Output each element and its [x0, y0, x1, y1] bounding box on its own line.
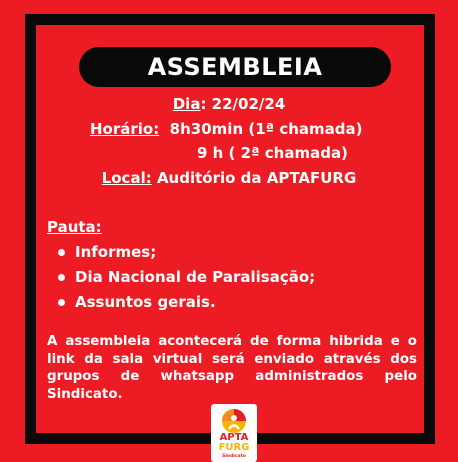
logo-text-furg: FURG [218, 442, 250, 453]
bullet-icon [58, 299, 65, 306]
time-label: Horário: [90, 120, 160, 138]
location-line [0, 169, 458, 187]
location-value: Auditório da APTAFURG [151, 169, 357, 187]
time-second-call: 9 h ( 2ª chamada) [197, 144, 348, 162]
logo-text-sindicato: Sindicato [222, 454, 246, 459]
logo-emblem-icon [221, 408, 247, 434]
list-item-text: Informes; [75, 243, 157, 261]
date-label: Dia [172, 95, 201, 113]
page-title: ASSEMBLEIA [147, 53, 323, 81]
list-item-text: Dia Nacional de Paralisação; [75, 268, 316, 286]
bullet-icon [58, 249, 65, 256]
logo-text-apta: APTA [219, 432, 249, 443]
list-item [58, 290, 315, 315]
date-line [0, 95, 458, 113]
time-line-first [90, 120, 362, 138]
list-item [58, 240, 315, 265]
location-label: Local: [101, 169, 152, 187]
agenda-label: Pauta: [47, 218, 102, 236]
info-paragraph: A assembleia acontecerá de forma hibrida e o link da sala virtual será enviado através dos grupos de whatsapp administrados pelo Sindicato. [47, 334, 417, 402]
aptafurg-logo [211, 404, 257, 462]
agenda-list [58, 240, 315, 315]
time-first-call: 8h30min (1ª chamada) [159, 120, 363, 138]
date-value: : 22/02/24 [200, 95, 286, 113]
bullet-icon [58, 274, 65, 281]
list-item-text: Assuntos gerais. [75, 293, 216, 311]
list-item [58, 265, 315, 290]
title-banner [79, 47, 391, 87]
